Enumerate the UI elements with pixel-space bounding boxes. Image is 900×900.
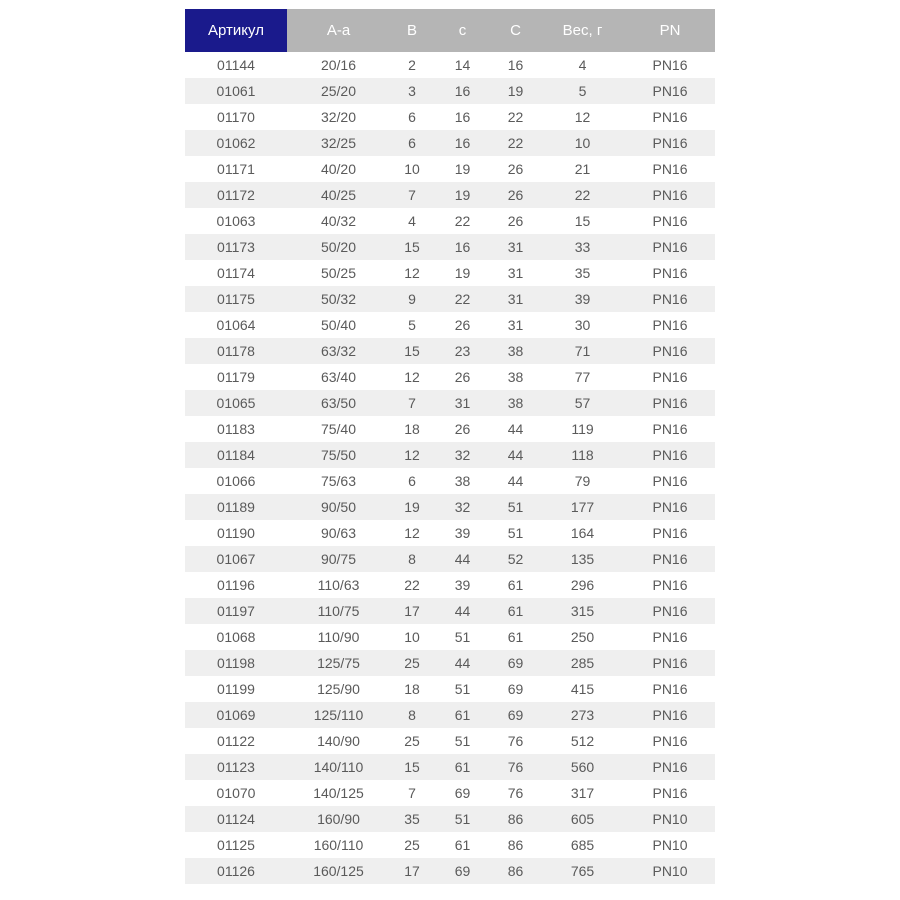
cell-pn: PN16	[652, 603, 688, 619]
header-cell-weight-g: Вес, г	[540, 9, 625, 52]
cell-b: 12	[404, 447, 420, 463]
table-row	[185, 416, 715, 442]
cell-weight-g: 39	[574, 291, 591, 307]
table-row	[185, 780, 715, 806]
cell-weight-g: 77	[574, 369, 591, 385]
cell-article: 01064	[216, 317, 256, 333]
cell-c-large: 61	[507, 629, 524, 645]
cell-c-large: 51	[507, 499, 524, 515]
cell-c-large: 16	[507, 57, 524, 73]
cell-weight-g: 317	[570, 785, 595, 801]
cell-weight-g: 33	[574, 239, 591, 255]
table-row	[185, 572, 715, 598]
cell-c-small: 19	[454, 161, 471, 177]
cell-article: 01199	[217, 681, 255, 697]
table-row	[185, 520, 715, 546]
cell-weight-g: 285	[570, 655, 595, 671]
cell-c-small: 51	[454, 681, 471, 697]
cell-a-a: 50/25	[320, 265, 357, 281]
cell-a-a: 63/50	[320, 395, 357, 411]
table-body	[185, 52, 715, 884]
cell-c-small: 26	[454, 421, 471, 437]
cell-pn: PN16	[652, 525, 688, 541]
cell-weight-g: 79	[574, 473, 591, 489]
cell-weight-g: 5	[578, 83, 587, 99]
cell-article: 01198	[217, 655, 255, 671]
cell-weight-g: 10	[574, 135, 591, 151]
cell-a-a: 32/20	[320, 109, 357, 125]
table-row	[185, 546, 715, 572]
cell-weight-g: 177	[570, 499, 595, 515]
cell-pn: PN10	[652, 811, 688, 827]
cell-pn: PN10	[652, 863, 688, 879]
cell-pn: PN16	[652, 629, 688, 645]
cell-article: 01144	[217, 57, 255, 73]
table-row	[185, 130, 715, 156]
cell-b: 10	[404, 629, 420, 645]
cell-c-large: 44	[507, 421, 524, 437]
cell-c-large: 86	[507, 837, 524, 853]
cell-article: 01171	[217, 161, 255, 177]
cell-c-small: 16	[454, 239, 471, 255]
products-spec-table	[185, 9, 715, 884]
cell-c-large: 31	[507, 317, 524, 333]
cell-b: 18	[404, 681, 420, 697]
cell-article: 01122	[217, 733, 255, 749]
cell-article: 01190	[217, 525, 255, 541]
table-row	[185, 312, 715, 338]
cell-weight-g: 135	[570, 551, 595, 567]
cell-c-small: 19	[454, 187, 471, 203]
cell-b: 17	[404, 863, 420, 879]
cell-weight-g: 296	[570, 577, 595, 593]
cell-b: 15	[404, 759, 420, 775]
table-row	[185, 832, 715, 858]
cell-a-a: 25/20	[320, 83, 357, 99]
cell-a-a: 50/40	[320, 317, 357, 333]
cell-c-small: 51	[454, 733, 471, 749]
cell-a-a: 140/110	[313, 759, 364, 775]
cell-article: 01124	[217, 811, 255, 827]
header-cell-article: Артикул	[185, 9, 287, 52]
cell-a-a: 40/25	[320, 187, 357, 203]
cell-b: 35	[404, 811, 420, 827]
header-cell-c-large: С	[491, 9, 540, 52]
cell-pn: PN16	[652, 577, 688, 593]
cell-c-large: 86	[507, 863, 524, 879]
table-row	[185, 78, 715, 104]
table-row	[185, 52, 715, 78]
cell-a-a: 50/32	[320, 291, 357, 307]
cell-c-large: 31	[507, 291, 524, 307]
cell-a-a: 90/75	[320, 551, 357, 567]
cell-b: 25	[404, 837, 420, 853]
cell-c-large: 38	[507, 395, 524, 411]
cell-c-small: 26	[454, 317, 471, 333]
cell-weight-g: 71	[574, 343, 591, 359]
header-cell-pn: PN	[625, 9, 715, 52]
table-header-row	[185, 9, 715, 52]
cell-c-large: 22	[507, 109, 524, 125]
cell-c-small: 22	[454, 213, 471, 229]
header-cell-c-small: с	[434, 9, 491, 52]
cell-a-a: 125/75	[317, 655, 360, 671]
cell-c-small: 14	[454, 57, 471, 73]
cell-article: 01070	[216, 785, 256, 801]
cell-c-large: 26	[507, 213, 524, 229]
cell-pn: PN16	[652, 213, 688, 229]
cell-b: 22	[404, 577, 420, 593]
cell-weight-g: 35	[574, 265, 591, 281]
table-row	[185, 234, 715, 260]
cell-b: 9	[408, 291, 416, 307]
cell-a-a: 160/125	[313, 863, 364, 879]
cell-article: 01170	[217, 109, 255, 125]
cell-c-small: 39	[454, 525, 471, 541]
cell-b: 15	[404, 239, 420, 255]
cell-c-small: 31	[454, 395, 471, 411]
cell-article: 01179	[217, 369, 255, 385]
cell-weight-g: 250	[570, 629, 595, 645]
cell-a-a: 110/63	[317, 577, 360, 593]
cell-pn: PN16	[652, 473, 688, 489]
cell-weight-g: 22	[574, 187, 591, 203]
cell-weight-g: 21	[574, 161, 591, 177]
cell-weight-g: 164	[570, 525, 595, 541]
cell-c-small: 38	[454, 473, 471, 489]
cell-c-large: 26	[507, 161, 524, 177]
table-row	[185, 338, 715, 364]
header-cell-a-a: А-а	[287, 9, 390, 52]
table-row	[185, 754, 715, 780]
cell-c-large: 38	[507, 369, 524, 385]
cell-c-small: 23	[454, 343, 471, 359]
cell-b: 3	[408, 83, 416, 99]
cell-b: 7	[408, 187, 416, 203]
cell-c-small: 44	[454, 551, 471, 567]
cell-c-small: 16	[454, 83, 471, 99]
cell-article: 01175	[217, 291, 255, 307]
cell-pn: PN16	[652, 499, 688, 515]
cell-a-a: 75/40	[320, 421, 357, 437]
cell-weight-g: 12	[574, 109, 591, 125]
cell-pn: PN16	[652, 421, 688, 437]
cell-a-a: 50/20	[320, 239, 357, 255]
table-row	[185, 624, 715, 650]
cell-b: 6	[408, 473, 416, 489]
cell-c-small: 51	[454, 629, 471, 645]
cell-a-a: 160/90	[317, 811, 360, 827]
cell-article: 01125	[217, 837, 255, 853]
cell-a-a: 125/110	[313, 707, 364, 723]
table-row	[185, 104, 715, 130]
cell-c-small: 69	[454, 863, 471, 879]
cell-article: 01123	[217, 759, 255, 775]
cell-pn: PN16	[652, 447, 688, 463]
cell-c-small: 16	[454, 109, 471, 125]
cell-article: 01174	[217, 265, 255, 281]
spec-table-container	[185, 9, 715, 884]
cell-c-large: 26	[507, 187, 524, 203]
cell-b: 7	[408, 785, 416, 801]
cell-article: 01189	[217, 499, 255, 515]
cell-pn: PN16	[652, 759, 688, 775]
cell-c-small: 61	[454, 837, 471, 853]
cell-pn: PN16	[652, 291, 688, 307]
cell-c-large: 31	[507, 265, 524, 281]
cell-article: 01196	[217, 577, 255, 593]
table-row	[185, 364, 715, 390]
cell-b: 4	[408, 213, 416, 229]
cell-pn: PN16	[652, 655, 688, 671]
cell-c-small: 44	[454, 603, 471, 619]
cell-c-large: 38	[507, 343, 524, 359]
cell-c-large: 69	[507, 707, 524, 723]
cell-article: 01062	[216, 135, 256, 151]
cell-a-a: 90/63	[320, 525, 357, 541]
cell-b: 18	[404, 421, 420, 437]
cell-weight-g: 605	[570, 811, 595, 827]
cell-c-small: 51	[454, 811, 471, 827]
cell-pn: PN16	[652, 343, 688, 359]
cell-b: 7	[408, 395, 416, 411]
table-row	[185, 494, 715, 520]
cell-pn: PN16	[652, 57, 688, 73]
cell-b: 6	[408, 109, 416, 125]
cell-c-small: 19	[454, 265, 471, 281]
cell-weight-g: 30	[574, 317, 591, 333]
cell-b: 12	[404, 369, 420, 385]
cell-b: 8	[408, 551, 416, 567]
cell-pn: PN16	[652, 369, 688, 385]
cell-a-a: 90/50	[320, 499, 357, 515]
cell-b: 25	[404, 733, 420, 749]
table-row	[185, 728, 715, 754]
cell-pn: PN16	[652, 109, 688, 125]
table-row	[185, 156, 715, 182]
table-row	[185, 260, 715, 286]
cell-c-small: 16	[454, 135, 471, 151]
cell-weight-g: 512	[570, 733, 595, 749]
cell-a-a: 63/40	[320, 369, 357, 385]
cell-pn: PN10	[652, 837, 688, 853]
cell-weight-g: 273	[570, 707, 595, 723]
cell-c-small: 39	[454, 577, 471, 593]
table-row	[185, 182, 715, 208]
cell-c-large: 76	[507, 759, 524, 775]
cell-a-a: 40/20	[320, 161, 357, 177]
cell-article: 01069	[216, 707, 256, 723]
cell-article: 01126	[217, 863, 255, 879]
cell-b: 12	[404, 265, 420, 281]
cell-article: 01063	[216, 213, 256, 229]
cell-c-small: 69	[454, 785, 471, 801]
cell-a-a: 40/32	[320, 213, 357, 229]
cell-article: 01065	[216, 395, 256, 411]
cell-b: 6	[408, 135, 416, 151]
table-row	[185, 650, 715, 676]
cell-weight-g: 765	[570, 863, 595, 879]
cell-b: 8	[408, 707, 416, 723]
cell-pn: PN16	[652, 551, 688, 567]
cell-c-small: 32	[454, 447, 471, 463]
cell-a-a: 20/16	[320, 57, 357, 73]
table-row	[185, 702, 715, 728]
cell-weight-g: 57	[574, 395, 591, 411]
cell-article: 01067	[216, 551, 256, 567]
cell-weight-g: 4	[578, 57, 587, 73]
table-row	[185, 390, 715, 416]
cell-pn: PN16	[652, 83, 688, 99]
cell-c-large: 61	[507, 603, 524, 619]
cell-c-small: 61	[454, 707, 471, 723]
cell-b: 10	[404, 161, 420, 177]
cell-weight-g: 119	[571, 421, 594, 437]
cell-b: 15	[404, 343, 420, 359]
cell-c-large: 51	[507, 525, 524, 541]
cell-article: 01068	[216, 629, 256, 645]
cell-a-a: 75/63	[320, 473, 357, 489]
cell-pn: PN16	[652, 395, 688, 411]
cell-c-large: 76	[507, 733, 524, 749]
table-row	[185, 286, 715, 312]
cell-a-a: 75/50	[320, 447, 357, 463]
cell-c-large: 44	[507, 447, 524, 463]
cell-a-a: 110/90	[317, 629, 360, 645]
cell-pn: PN16	[652, 785, 688, 801]
cell-pn: PN16	[652, 707, 688, 723]
table-row	[185, 858, 715, 884]
table-row	[185, 806, 715, 832]
table-row	[185, 468, 715, 494]
table-row	[185, 208, 715, 234]
cell-a-a: 63/32	[320, 343, 357, 359]
cell-c-small: 22	[454, 291, 471, 307]
cell-weight-g: 560	[570, 759, 595, 775]
cell-c-large: 61	[507, 577, 524, 593]
cell-weight-g: 415	[570, 681, 595, 697]
cell-c-large: 22	[507, 135, 524, 151]
table-row	[185, 676, 715, 702]
cell-article: 01066	[216, 473, 256, 489]
cell-article: 01184	[217, 447, 255, 463]
cell-a-a: 110/75	[317, 603, 360, 619]
cell-c-small: 26	[454, 369, 471, 385]
cell-pn: PN16	[652, 187, 688, 203]
cell-a-a: 160/110	[313, 837, 364, 853]
cell-c-small: 44	[454, 655, 471, 671]
cell-pn: PN16	[652, 317, 688, 333]
cell-a-a: 32/25	[320, 135, 357, 151]
cell-a-a: 140/90	[317, 733, 360, 749]
cell-pn: PN16	[652, 161, 688, 177]
cell-a-a: 140/125	[313, 785, 364, 801]
cell-weight-g: 315	[570, 603, 595, 619]
table-row	[185, 598, 715, 624]
cell-b: 5	[408, 317, 416, 333]
cell-b: 17	[404, 603, 420, 619]
cell-c-large: 31	[507, 239, 524, 255]
cell-c-large: 76	[507, 785, 524, 801]
cell-weight-g: 15	[574, 213, 591, 229]
cell-c-small: 61	[454, 759, 471, 775]
cell-pn: PN16	[652, 265, 688, 281]
cell-c-large: 44	[507, 473, 524, 489]
cell-pn: PN16	[652, 135, 688, 151]
cell-article: 01197	[217, 603, 255, 619]
table-row	[185, 442, 715, 468]
cell-article: 01183	[217, 421, 255, 437]
cell-c-large: 52	[507, 551, 524, 567]
cell-pn: PN16	[652, 239, 688, 255]
cell-article: 01172	[217, 187, 255, 203]
cell-c-large: 19	[507, 83, 524, 99]
cell-c-small: 32	[454, 499, 471, 515]
cell-c-large: 69	[507, 681, 524, 697]
cell-b: 25	[404, 655, 420, 671]
cell-c-large: 86	[507, 811, 524, 827]
cell-article: 01173	[217, 239, 255, 255]
cell-article: 01178	[217, 343, 255, 359]
cell-weight-g: 118	[571, 447, 594, 463]
cell-pn: PN16	[652, 733, 688, 749]
cell-a-a: 125/90	[317, 681, 360, 697]
cell-c-large: 69	[507, 655, 524, 671]
cell-b: 2	[408, 57, 416, 73]
cell-b: 12	[404, 525, 420, 541]
cell-article: 01061	[216, 83, 256, 99]
header-cell-b: В	[390, 9, 434, 52]
cell-weight-g: 685	[570, 837, 595, 853]
cell-pn: PN16	[652, 681, 688, 697]
cell-b: 19	[404, 499, 420, 515]
